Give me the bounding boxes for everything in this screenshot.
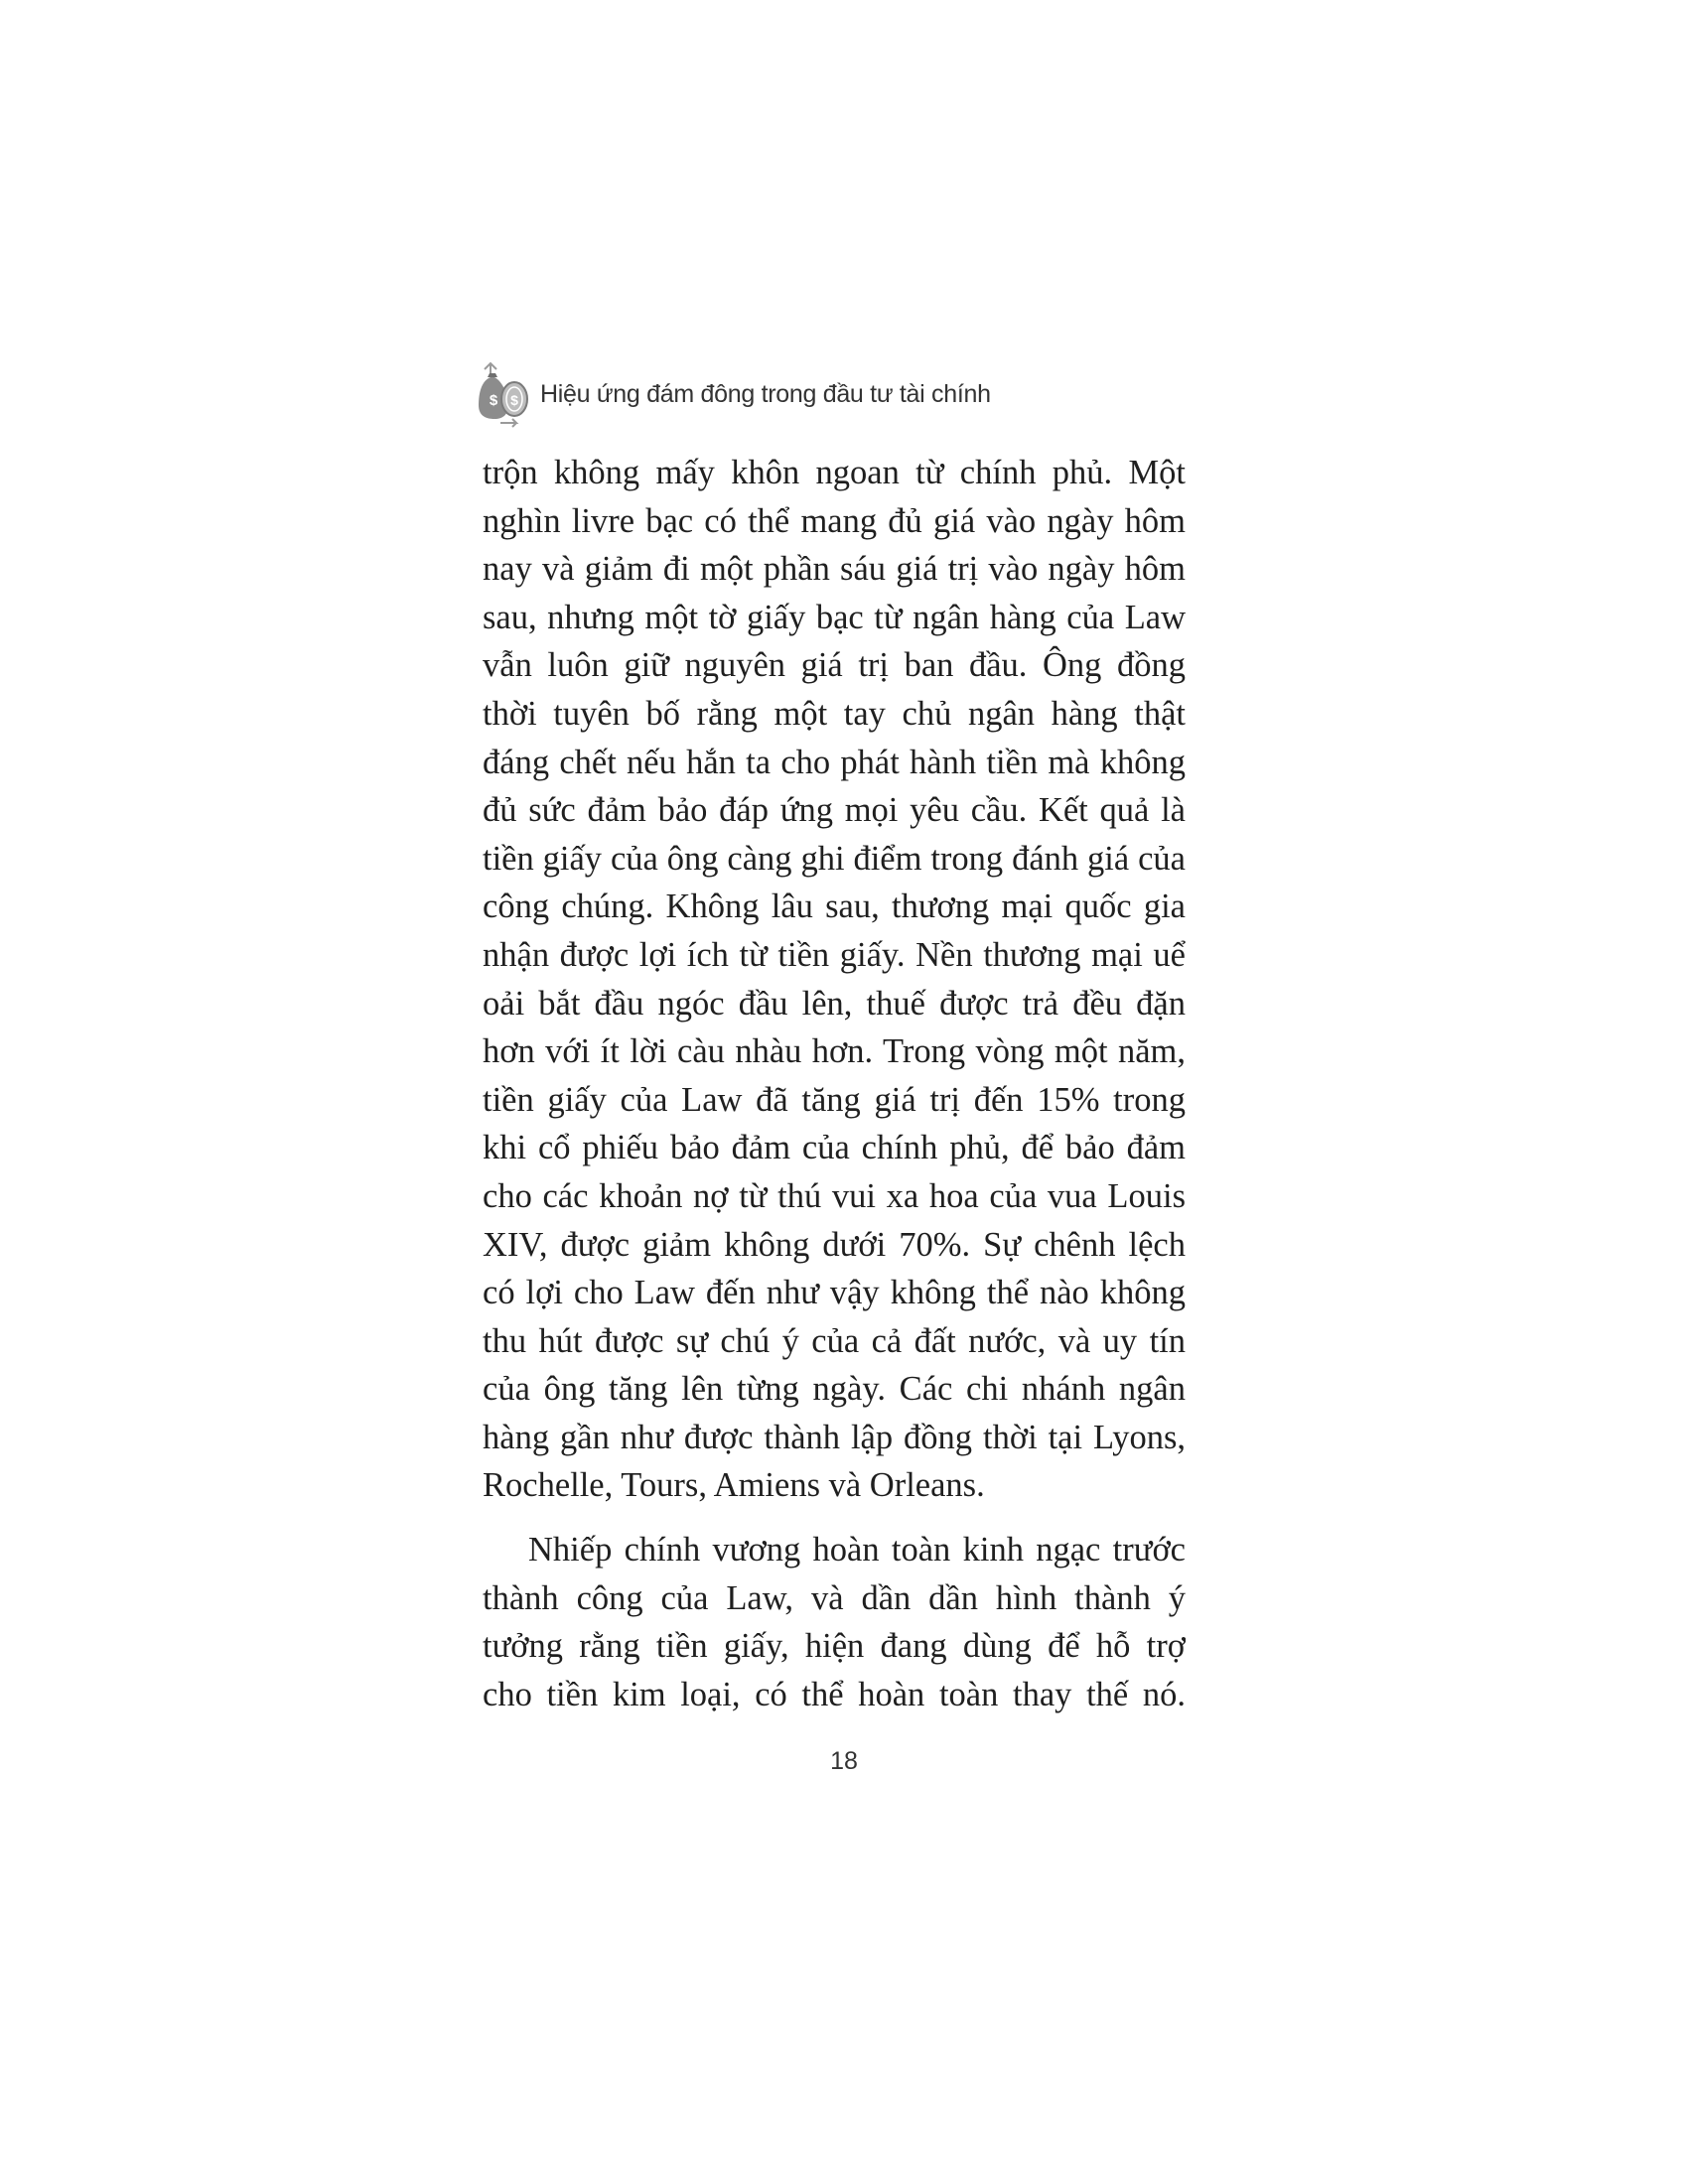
text-line: cho các khoản nợ từ thú vui xa hoa của vua Louis bbox=[483, 1176, 1186, 1215]
running-header-title: Hiệu ứng đám đông trong đầu tư tài chính bbox=[540, 379, 991, 408]
text-line: cho tiền kim loại, có thể hoàn toàn thay thế nó. bbox=[483, 1675, 1186, 1713]
text-line: vẫn luôn giữ nguyên giá trị ban đầu. Ông đồng bbox=[483, 646, 1186, 685]
text-line: thời tuyên bố rằng một tay chủ ngân hàng thật bbox=[483, 694, 1186, 733]
running-header bbox=[475, 359, 991, 429]
text-line: tiền giấy của Law đã tăng giá trị đến 15% trong bbox=[483, 1080, 1186, 1119]
paragraph bbox=[483, 1526, 1186, 1718]
svg-text:$: $ bbox=[489, 392, 498, 409]
text-line: Rochelle, Tours, Amiens và Orleans. bbox=[483, 1466, 985, 1505]
text-line: nghìn livre bạc có thể mang đủ giá vào ngày hôm bbox=[483, 501, 1186, 540]
text-line: hơn với ít lời càu nhàu hơn. Trong vòng một năm, bbox=[483, 1032, 1186, 1071]
text-line: đáng chết nếu hắn ta cho phát hành tiền mà không bbox=[483, 743, 1186, 781]
text-line: nhận được lợi ích từ tiền giấy. Nền thương mại uể bbox=[483, 935, 1186, 974]
text-line: có lợi cho Law đến như vậy không thể nào không bbox=[483, 1274, 1186, 1312]
page-number: 18 bbox=[830, 1747, 858, 1775]
text-line: sau, nhưng một tờ giấy bạc từ ngân hàng của Law bbox=[483, 598, 1186, 636]
text-line: XIV, được giảm không dưới 70%. Sự chênh lệch bbox=[483, 1225, 1186, 1264]
text-line: nay và giảm đi một phần sáu giá trị vào ngày hôm bbox=[483, 550, 1186, 589]
text-line: công chúng. Không lâu sau, thương mại quốc gia bbox=[483, 887, 1186, 926]
text-line: hàng gần như được thành lập đồng thời tại Lyons, bbox=[483, 1418, 1186, 1456]
text-line: thu hút được sự chú ý của cả đất nước, và uy tín bbox=[483, 1321, 1186, 1360]
text-line: Nhiếp chính vương hoàn toàn kinh ngạc trước bbox=[528, 1531, 1186, 1570]
text-line: trộn không mấy khôn ngoan từ chính phủ. Một bbox=[483, 454, 1186, 491]
text-line: tưởng rằng tiền giấy, hiện đang dùng để hỗ trợ bbox=[483, 1627, 1186, 1666]
text-line: thành công của Law, và dần dần hình thành ý bbox=[483, 1578, 1186, 1617]
svg-text:$: $ bbox=[510, 392, 518, 408]
text-line: của ông tăng lên từng ngày. Các chi nhánh ngân bbox=[483, 1370, 1186, 1409]
body-text bbox=[483, 449, 1186, 1718]
text-line: oải bắt đầu ngóc đầu lên, thuế được trả đều đặn bbox=[483, 984, 1186, 1023]
text-line: tiền giấy của ông càng ghi điểm trong đánh giá của bbox=[483, 839, 1186, 878]
text-line: khi cổ phiếu bảo đảm của chính phủ, để bảo đảm bbox=[483, 1129, 1186, 1167]
paragraph bbox=[483, 449, 1186, 1510]
text-line: đủ sức đảm bảo đáp ứng mọi yêu cầu. Kết quả là bbox=[483, 791, 1186, 830]
money-bag-coin-icon bbox=[475, 359, 530, 429]
